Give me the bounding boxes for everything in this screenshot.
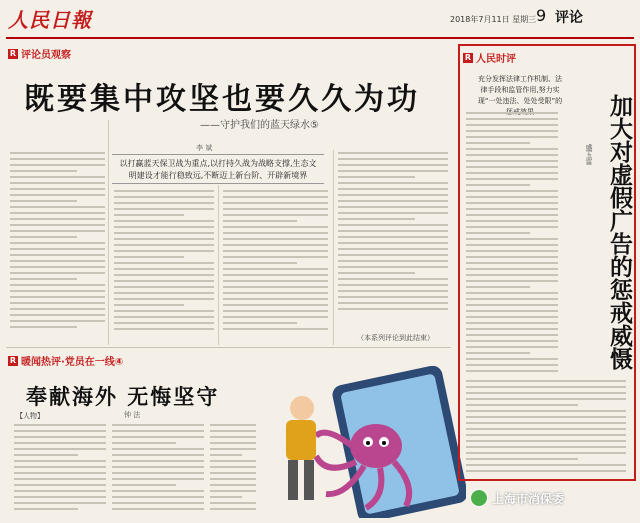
r-badge-icon: R <box>9 48 17 58</box>
man-figure-icon <box>286 396 316 500</box>
column-divider <box>108 120 109 345</box>
newspaper-logo: 人民日報 <box>8 8 92 32</box>
body-text-column <box>10 152 105 332</box>
body-text-column <box>112 424 204 514</box>
column-tag-label: 人民时评 <box>476 54 516 65</box>
body-text-column <box>210 424 256 514</box>
secondary-headline: 奉献海外 无悔坚守 <box>26 385 220 409</box>
column-divider <box>333 150 334 345</box>
r-badge-icon: R <box>464 52 472 62</box>
body-text-column <box>223 190 328 334</box>
right-headline: 加大对虚假广告的惩戒威慑 <box>606 94 632 370</box>
pull-quote: 以打赢蓝天保卫战为重点,以打持久战为战略支撑,生态文明建设才能行稳致远,不断迈上新台阶、开辟新境界 <box>119 159 317 180</box>
body-text-column <box>14 424 106 514</box>
body-text-column <box>466 380 626 476</box>
secondary-byline: 钟 法 <box>124 411 141 419</box>
watermark <box>470 489 564 507</box>
section-name: 评论 <box>555 10 583 26</box>
r-badge-icon: R <box>9 355 17 365</box>
page-number: 9 <box>536 6 547 25</box>
column-tag-label: 评论员观察 <box>21 50 71 61</box>
secondary-lead-label: 【人物】 <box>16 412 44 420</box>
wechat-logo-icon <box>470 489 488 507</box>
right-deck: 充分发挥法律工作机制、法律手段和监管作用,努力实现“一处违法、处处受限”的 <box>477 75 563 105</box>
watermark-text: 上海市消保委 <box>492 491 565 506</box>
body-text-column <box>338 152 448 314</box>
section-rule <box>6 347 451 348</box>
masthead <box>0 0 640 38</box>
right-author: 盛玉雷 <box>585 144 593 165</box>
issue-date: 2018年7月11日 星期三 <box>450 15 537 24</box>
column-divider <box>218 185 219 345</box>
body-text-column <box>114 190 214 334</box>
column-tag-label: 暖闻热评·党员在一线④ <box>21 357 124 368</box>
masthead-rule <box>6 37 634 39</box>
main-byline: 李 斌 <box>196 144 213 152</box>
column-tag-warm-news <box>8 353 123 368</box>
series-end-note: （本系列评论到此结束） <box>357 334 434 342</box>
column-tag-commentary <box>8 46 71 61</box>
body-text-column <box>466 112 558 376</box>
main-headline: 既要集中攻坚也要久久为功 <box>24 82 420 117</box>
cartoon-illustration <box>256 366 466 518</box>
main-subheadline: ——守护我们的蓝天绿水⑤ <box>200 120 319 131</box>
column-tag-people-commentary <box>463 50 516 65</box>
